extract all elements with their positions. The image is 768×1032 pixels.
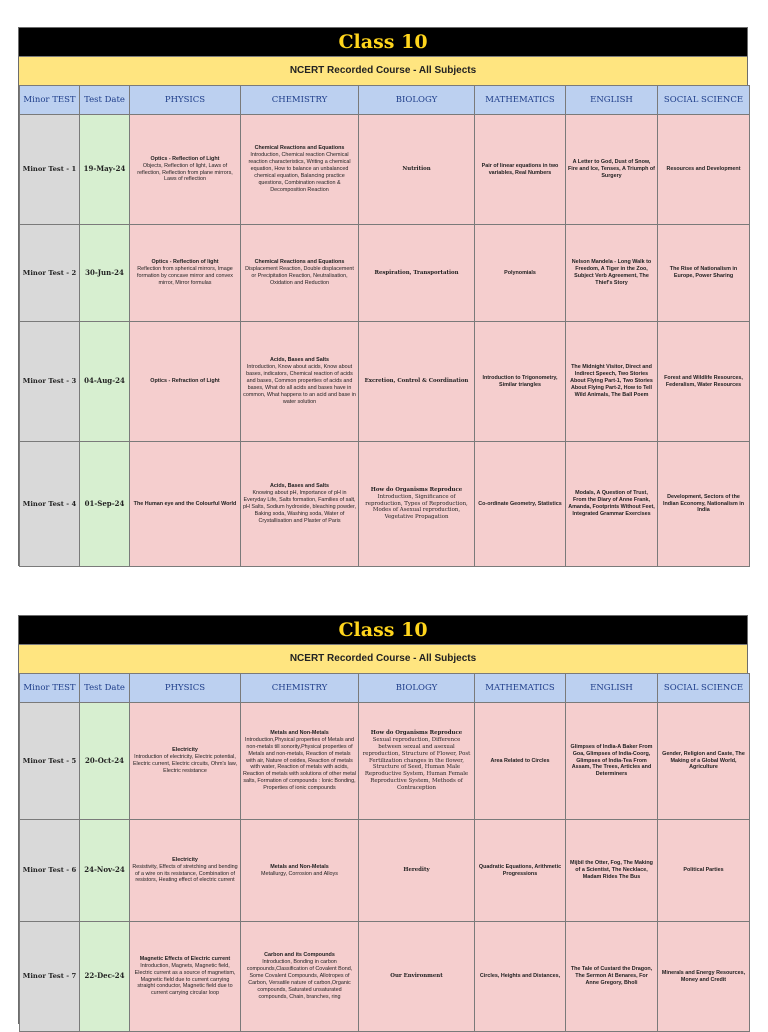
biology-details: Heredity [403, 867, 430, 874]
test-name: Minor Test - 6 [20, 820, 80, 922]
header-chemistry: CHEMISTRY [241, 674, 359, 703]
chemistry-details: Knowing about pH, Importance of pH in Everyday Life, Salts formation, Families of salt, pH Salts, Sodium hydroxide, bleaching powder, Baking soda, Washing soda, Water of Crystallisation and Plaster of Paris [243, 490, 356, 524]
chemistry-cell [241, 922, 359, 1032]
physics-topic: Electricity [172, 856, 198, 863]
english-cell: A Letter to God, Dust of Snow, Fire and Ice, Tenses, A Triumph of Surgery [566, 115, 658, 225]
header-physics: PHYSICS [130, 674, 241, 703]
test-name: Minor Test - 1 [20, 115, 80, 225]
class-title: Class 10 [19, 28, 747, 56]
social-science-cell: Political Parties [658, 820, 750, 922]
social-science-cell: Forest and Wildlife Resources, Federalism, Water Resources [658, 322, 750, 442]
header-test-date: Test Date [80, 674, 130, 703]
header-mathematics: MATHEMATICS [475, 674, 566, 703]
test-date: 04-Aug-24 [80, 322, 130, 442]
header-social-science: SOCIAL SCIENCE [658, 674, 750, 703]
table-row [20, 115, 750, 225]
physics-cell [130, 225, 241, 322]
mathematics-cell: Quadratic Equations, Arithmetic Progressions [475, 820, 566, 922]
chemistry-cell [241, 225, 359, 322]
biology-cell [359, 322, 475, 442]
physics-details: Optics - Refraction of Light [150, 378, 220, 385]
physics-details: Introduction, Magnets, Magnetic field, Electric current as a source of magnetism, Magnetic field due to current carrying straight conductor, Magnetic field due to current carrying circular loop [134, 962, 236, 997]
chemistry-topic: Metals and Non-Metals [270, 863, 329, 870]
social-science-cell: Resources and Development [658, 115, 750, 225]
header-mathematics: MATHEMATICS [475, 86, 566, 115]
test-name: Minor Test - 7 [20, 922, 80, 1032]
mathematics-cell: Area Related to Circles [475, 703, 566, 820]
chemistry-topic: Acids, Bases and Salts [269, 357, 330, 364]
test-name: Minor Test - 5 [20, 703, 80, 820]
chemistry-cell [241, 703, 359, 820]
header-minor-test: Minor TEST [20, 86, 80, 115]
mathematics-cell: Circles, Heights and Distances, [475, 922, 566, 1032]
physics-topic: Optics - Reflection of Light [150, 155, 220, 162]
biology-cell [359, 115, 475, 225]
table-row [20, 703, 750, 820]
header-social-science: SOCIAL SCIENCE [658, 86, 750, 115]
biology-details: Respiration, Transportation [374, 269, 459, 276]
table-row [20, 322, 750, 442]
test-date: 30-Jun-24 [80, 225, 130, 322]
header-test-date: Test Date [80, 86, 130, 115]
schedule-table [19, 85, 750, 567]
header-biology: BIOLOGY [359, 674, 475, 703]
mathematics-cell: Pair of linear equations in two variables, Real Numbers [475, 115, 566, 225]
chemistry-topic: Chemical Reactions and Equations [254, 145, 345, 152]
table-row [20, 922, 750, 1032]
table-row [20, 225, 750, 322]
physics-topic: Optics - Reflection of light [151, 259, 219, 266]
english-cell: Mijbil the Otter, Fog, The Making of a Scientist, The Necklace, Madam Rides The Bus [566, 820, 658, 922]
chemistry-cell [241, 322, 359, 442]
physics-cell [130, 322, 241, 442]
course-subtitle: NCERT Recorded Course - All Subjects [19, 56, 747, 85]
mathematics-cell: Polynomials [475, 225, 566, 322]
chemistry-details: Metallurgy, Corrosion and Alloys [261, 870, 338, 877]
social-science-cell: Gender, Religion and Caste, The Making of a Global World, Agriculture [658, 703, 750, 820]
test-date: 22-Dec-24 [80, 922, 130, 1032]
chemistry-topic: Metals and Non-Metals [270, 729, 329, 736]
biology-cell [359, 442, 475, 567]
physics-details: The Human eye and the Colourful World [133, 500, 237, 507]
biology-details: Nutrition [402, 166, 431, 173]
physics-topic: Electricity [172, 747, 198, 754]
physics-cell [130, 922, 241, 1032]
english-cell: Modals, A Question of Trust, From the Diary of Anne Frank, Amanda, Footprints Without Feet, Integrated Grammar Exercises [566, 442, 658, 567]
physics-cell [130, 115, 241, 225]
english-cell: Glimpses of India-A Baker From Goa, Glimpses of India-Coorg, Glimpses of India-Tea From Assam, The Trees, Articles and Determiners [566, 703, 658, 820]
header-physics: PHYSICS [130, 86, 241, 115]
test-name: Minor Test - 3 [20, 322, 80, 442]
test-date: 01-Sep-24 [80, 442, 130, 567]
header-row [20, 674, 750, 703]
physics-details: Reflection from spherical mirrors, Image formation by concave mirror and convex mirror, Mirror formulas [137, 266, 233, 286]
header-chemistry: CHEMISTRY [241, 86, 359, 115]
test-date: 24-Nov-24 [80, 820, 130, 922]
biology-details: Excretion, Control & Coordination [364, 378, 469, 385]
physics-cell [130, 820, 241, 922]
biology-cell [359, 225, 475, 322]
schedule-block-2 [18, 615, 748, 1024]
chemistry-cell [241, 820, 359, 922]
test-date: 20-Oct-24 [80, 703, 130, 820]
biology-topic: How do Organisms Reproduce [370, 486, 463, 493]
chemistry-topic: Carbon and its Compounds [264, 952, 335, 959]
physics-cell [130, 442, 241, 567]
mathematics-cell: Co-ordinate Geometry, Statistics [475, 442, 566, 567]
schedule-block-1 [18, 27, 748, 566]
chemistry-details: Introduction, Know about acids, Know about bases, indicators, Chemical reaction of acids and bases, Common properties of acids and bases, What do all acids and bases have in common, What happens to an acid and base in water solution [243, 364, 356, 405]
physics-details: Objects, Reflection of light, Laws of reflection, Reflection from plane mirrors, Laws of reflection [137, 162, 233, 183]
english-cell: Nelson Mandela - Long Walk to Freedom, A Tiger in the Zoo, Subject Verb Agreement, The Thief's Story [566, 225, 658, 322]
test-date: 19-May-24 [80, 115, 130, 225]
social-science-cell: Development, Sectors of the Indian Economy, Nationalism in India [658, 442, 750, 567]
header-english: ENGLISH [566, 674, 658, 703]
header-biology: BIOLOGY [359, 86, 475, 115]
mathematics-cell: Introduction to Trigonometry, Similar triangles [475, 322, 566, 442]
physics-details: Resistivity, Effects of stretching and bending of a wire on its resistance, Combination of resistors, Heating effect of electric current [132, 863, 238, 884]
header-english: ENGLISH [566, 86, 658, 115]
chemistry-details: Introduction,Physical properties of Metals and non-metals till sonority,Physical properties of Metals and non-metals, Reaction of metals with air, Nature of oxides, Reaction of metals with water, Reaction of metals with acids, Reaction of metals with solutions of other metal salts, Formation of compounds : Ionic Bonding, Properties of ionic compounds [243, 736, 356, 792]
header-row [20, 86, 750, 115]
chemistry-cell [241, 115, 359, 225]
table-row [20, 820, 750, 922]
biology-details: Our Environment [390, 973, 443, 980]
social-science-cell: The Rise of Nationalism in Europe, Power Sharing [658, 225, 750, 322]
biology-cell [359, 922, 475, 1032]
physics-cell [130, 703, 241, 820]
chemistry-topic: Chemical Reactions and Equations [254, 259, 345, 266]
physics-topic: Magnetic Effects of Electric current [139, 955, 231, 962]
table-row [20, 442, 750, 567]
english-cell: The Midnight Visitor, Direct and Indirect Speech, Two Stories About Flying Part-1, Two Stories About Flying Part-2, How to Tell Wild Animals, The Ball Poem [566, 322, 658, 442]
course-subtitle: NCERT Recorded Course - All Subjects [19, 644, 747, 673]
physics-details: Introduction of electricity, Electric potential, Electric current, Electric circuits, Ohm's law, Electric resistance [132, 754, 238, 774]
schedule-table [19, 673, 750, 1032]
biology-topic: How do Organisms Reproduce [370, 729, 463, 736]
header-minor-test: Minor TEST [20, 674, 80, 703]
chemistry-details: Introduction, Chemical reaction Chemical reaction characteristics, Writing a chemical equation, How to balance an unbalanced chemical equation, Balancing practice questions, Combination reaction & Decomposition Reaction [248, 152, 351, 193]
biology-cell [359, 703, 475, 820]
social-science-cell: Minerals and Energy Resources, Money and Credit [658, 922, 750, 1032]
chemistry-topic: Acids, Bases and Salts [269, 483, 330, 490]
biology-details: Introduction, Significance of reproduction, Types of Reproduction, Modes of Asexual reproduction, Vegetative Propagation [365, 493, 468, 521]
english-cell: The Tale of Custard the Dragon, The Sermon At Benares, For Anne Gregory, Bholi [566, 922, 658, 1032]
chemistry-cell [241, 442, 359, 567]
test-name: Minor Test - 4 [20, 442, 80, 567]
biology-details: Sexual reproduction, Difference between sexual and asexual reproduction, Structure of Flower, Post Fertilization changes in the flower, Structure of Seed, Human Male Reproductive System, Human Female Reproductive System, Methods of Contraception [362, 736, 471, 792]
biology-cell [359, 820, 475, 922]
chemistry-details: Displacement Reaction, Double displacement or Precipitation Reaction, Neutralisation, Oxidation and Reduction [245, 266, 354, 286]
class-title: Class 10 [19, 616, 747, 644]
test-name: Minor Test - 2 [20, 225, 80, 322]
chemistry-details: Introduction, Bonding in carbon compounds,Classification of Covalent Bond, Some Covalent Compounds, Allotropes of Carbon, Versatile nature of carbon,Organic compounds, Saturated unsaturated compounds, Chain, branches, ring [246, 959, 353, 1000]
